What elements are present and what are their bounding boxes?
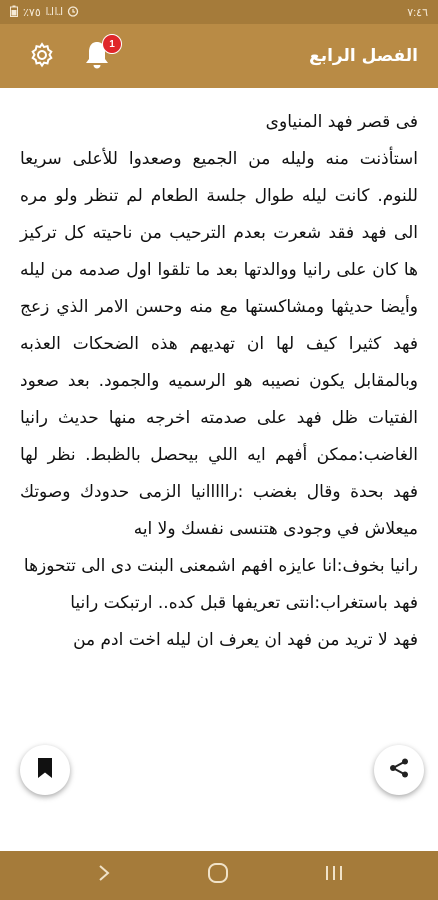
- share-button[interactable]: [374, 745, 424, 795]
- settings-button[interactable]: [26, 41, 58, 73]
- nav-recents-button[interactable]: [314, 859, 354, 891]
- gear-icon: [28, 41, 56, 73]
- recents-icon: [324, 864, 344, 886]
- share-icon: [388, 757, 410, 783]
- notification-badge: 1: [102, 34, 122, 54]
- battery-icon: [10, 5, 18, 20]
- page-title: الفصل الرابع: [309, 46, 418, 66]
- system-nav-bar: [0, 851, 438, 900]
- bookmark-icon: [36, 757, 54, 783]
- back-chevron-icon: [97, 864, 111, 886]
- nav-home-button[interactable]: [198, 859, 238, 891]
- nav-back-button[interactable]: [84, 859, 124, 891]
- bookmark-button[interactable]: [20, 745, 70, 795]
- bell-icon: [82, 57, 112, 76]
- home-circle-icon: [207, 862, 229, 888]
- signal-icon: l..l l..l: [45, 6, 62, 18]
- chapter-body-text: فى قصر فهد المنياوى استأذنت منه وليله من الجميع وصعدوا للأعلى سريعا للنوم. كانت ليله طوال جلسة الطعام لم تنظر ولو مره الى فهد فقد شعرت بعدم الترحيب من ناحيته كل تركيز ها كان على رانيا ووالدتها بعد ما تلقوا اول صدمه من ليله وأيضا حديثها ومشاكستها مع منه وحسن الامر الذي زعج فهد كثيرا كيف لها ان تهديهم هذه الضحكات العذبه وبالمقابل يكون نصيبه هو الرسميه والجمود. بعد صعود الفتيات ظل فهد على صدمته اخرجه منها حديث رانيا الغاضب:ممكن أفهم ايه اللي بيحصل بالظبط. نظر لها فهد بحدة وقال بغضب :رااااانيا الزمى حدودك وصوتك ميعلاش في وجودى هتنسى نفسك ولا ايه رانيا بخوف:انا عايزه افهم اشمعنى البنت دى الى تتحوزها فهد باستغراب:انتى تعريفها قبل كده.. ارتبكت رانيا فهد لا تريد من فهد ان يعرف ان ليله اخت ادم من: [20, 112, 418, 650]
- alarm-icon: [67, 5, 79, 20]
- status-bar: [0, 0, 438, 24]
- status-left: [10, 5, 79, 20]
- app-bar: [0, 24, 438, 88]
- battery-percent: ٪٧٥: [23, 6, 41, 19]
- status-time: ٧:٤٦: [407, 6, 428, 19]
- chapter-content[interactable]: [0, 88, 438, 851]
